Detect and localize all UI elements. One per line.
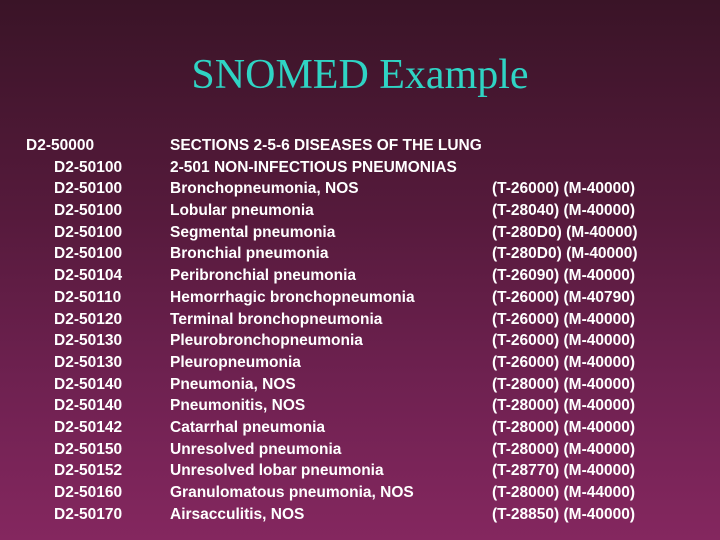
table-row — [0, 157, 720, 179]
row-code: D2-50100 — [54, 202, 123, 220]
row-description: Bronchopneumonia, NOS — [170, 180, 359, 198]
row-code: D2-50140 — [54, 397, 123, 415]
row-description: Pneumonitis, NOS — [170, 397, 306, 415]
row-code: D2-50142 — [54, 418, 123, 436]
row-description: 2-501 NON-INFECTIOUS PNEUMONIAS — [170, 158, 457, 176]
row-reference: (T-280D0) (M-40000) — [492, 245, 638, 263]
table-row — [0, 439, 720, 461]
row-reference: (T-26000) (M-40790) — [492, 288, 636, 306]
table-row — [0, 460, 720, 482]
row-code: D2-50100 — [54, 223, 123, 241]
table-row — [0, 287, 720, 309]
row-reference: (T-28000) (M-44000) — [492, 484, 636, 501]
row-reference: (T-26000) (M-40000) — [492, 180, 636, 198]
table-row — [0, 330, 720, 352]
row-code: D2-50120 — [54, 310, 123, 328]
row-code: D2-50152 — [54, 462, 123, 480]
row-code: D2-50140 — [54, 375, 123, 393]
row-description: Bronchial pneumonia — [170, 245, 329, 263]
snomed-code-table — [0, 135, 720, 525]
table-row — [0, 222, 720, 244]
slide-title: SNOMED Example — [191, 52, 529, 98]
table-row — [0, 374, 720, 396]
row-description: Peribronchial pneumonia — [170, 267, 357, 285]
row-code: D2-50150 — [54, 440, 123, 458]
row-description: Hemorrhagic bronchopneumonia — [170, 288, 415, 306]
row-reference: (T-28000) (M-40000) — [492, 440, 636, 458]
row-description: Unresolved lobar pneumonia — [170, 462, 384, 480]
row-description: Segmental pneumonia — [170, 223, 336, 241]
row-code: D2-50104 — [54, 267, 123, 285]
table-row — [0, 309, 720, 331]
table-row — [0, 352, 720, 374]
row-code: D2-50170 — [54, 505, 123, 523]
table-row — [0, 395, 720, 417]
row-description: Catarrhal pneumonia — [170, 418, 326, 436]
row-reference: (T-26000) (M-40000) — [492, 332, 636, 350]
row-code: D2-50130 — [54, 332, 123, 350]
row-description: Lobular pneumonia — [170, 202, 314, 220]
row-description: Pneumonia, NOS — [170, 375, 296, 393]
row-reference: (T-28850) (M-40000) — [492, 505, 636, 523]
row-code: D2-50130 — [54, 353, 123, 371]
row-code: D2-50000 — [26, 137, 95, 154]
row-reference: (T-28000) (M-40000) — [492, 418, 636, 436]
row-code: D2-50100 — [54, 180, 123, 198]
row-reference: (T-26000) (M-40000) — [492, 353, 636, 371]
row-code: D2-50110 — [54, 288, 122, 306]
row-reference: (T-26000) (M-40000) — [492, 310, 636, 328]
row-code: D2-50160 — [54, 484, 123, 501]
row-code: D2-50100 — [54, 245, 123, 263]
row-reference: (T-28040) (M-40000) — [492, 202, 636, 220]
row-description: Pleuropneumonia — [170, 353, 301, 371]
table-row — [0, 135, 720, 157]
row-description: SECTIONS 2-5-6 DISEASES OF THE LUNG — [170, 137, 482, 154]
row-description: Unresolved pneumonia — [170, 440, 342, 458]
table-row — [0, 243, 720, 265]
row-reference: (T-26090) (M-40000) — [492, 267, 636, 285]
row-description: Pleurobronchopneumonia — [170, 332, 363, 350]
row-reference: (T-28000) (M-40000) — [492, 397, 636, 415]
table-row — [0, 200, 720, 222]
row-description: Granulomatous pneumonia, NOS — [170, 484, 414, 501]
table-row — [0, 178, 720, 200]
row-description: Terminal bronchopneumonia — [170, 310, 383, 328]
row-description: Airsacculitis, NOS — [170, 505, 305, 523]
table-row — [0, 504, 720, 526]
table-row — [0, 482, 720, 504]
row-reference: (T-280D0) (M-40000) — [492, 223, 638, 241]
row-reference: (T-28770) (M-40000) — [492, 462, 636, 480]
row-reference: (T-28000) (M-40000) — [492, 375, 636, 393]
table-row — [0, 417, 720, 439]
row-code: D2-50100 — [54, 158, 123, 176]
table-row — [0, 265, 720, 287]
